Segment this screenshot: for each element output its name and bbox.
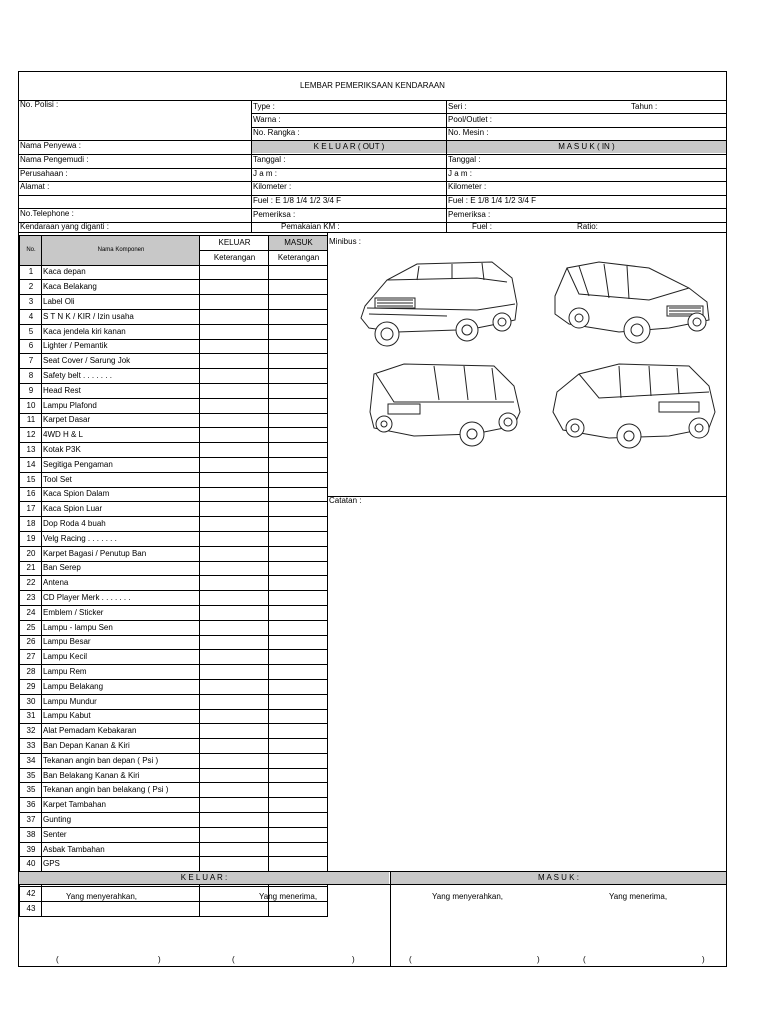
perusahaan-label: Perusahaan :: [20, 169, 68, 178]
component-no: 32: [20, 724, 42, 739]
pool-outlet-label: Pool/Outlet :: [448, 115, 493, 124]
component-row: [20, 546, 328, 561]
masuk-keterangan-cell[interactable]: [269, 753, 328, 768]
masuk-keterangan-cell[interactable]: [269, 813, 328, 828]
component-row: [20, 561, 328, 576]
component-row: [20, 457, 328, 472]
component-no: 10: [20, 398, 42, 413]
component-row: [20, 813, 328, 828]
nama-penyewa-label: Nama Penyewa :: [20, 141, 81, 150]
minibus-label: Minibus :: [329, 237, 362, 246]
keluar-keterangan-cell[interactable]: [200, 531, 269, 546]
in-fuel-label: Fuel : E 1/8 1/4 1/2 3/4 F: [448, 196, 537, 205]
component-no: 17: [20, 502, 42, 517]
pemakaian-km-label: Pemakaian KM :: [281, 222, 340, 231]
masuk-keterangan-cell[interactable]: [269, 517, 328, 532]
component-no: 8: [20, 369, 42, 384]
keluar-keterangan-cell[interactable]: [200, 827, 269, 842]
component-no: 6: [20, 339, 42, 354]
component-row: [20, 827, 328, 842]
component-name: Head Rest: [42, 383, 200, 398]
component-name: Kaca jendela kiri kanan: [42, 324, 200, 339]
component-name: Kaca Spion Dalam: [42, 487, 200, 502]
out-tanggal-label: Tanggal :: [253, 155, 286, 164]
component-no: 1: [20, 265, 42, 280]
component-row: [20, 339, 328, 354]
masuk-keterangan-cell[interactable]: [269, 413, 328, 428]
masuk-keterangan-cell[interactable]: [269, 265, 328, 280]
masuk-keterangan-cell[interactable]: [269, 561, 328, 576]
component-row: [20, 576, 328, 591]
component-name: Asbak Tambahan: [42, 842, 200, 857]
component-no: 27: [20, 650, 42, 665]
paren-close-4: ): [702, 955, 705, 964]
component-row: [20, 502, 328, 517]
component-no: 4: [20, 309, 42, 324]
component-no: 28: [20, 665, 42, 680]
component-row: [20, 739, 328, 754]
type-label: Type :: [253, 102, 275, 111]
component-no: 25: [20, 620, 42, 635]
masuk-keterangan-cell[interactable]: [269, 709, 328, 724]
component-row: [20, 650, 328, 665]
component-name: Lampu Plafond: [42, 398, 200, 413]
component-name: Kaca Belakang: [42, 280, 200, 295]
in-tanggal-label: Tanggal :: [448, 155, 481, 164]
keluar-keterangan-cell[interactable]: [200, 901, 269, 916]
component-no: 11: [20, 413, 42, 428]
keluar-keterangan-cell[interactable]: [200, 813, 269, 828]
keluar-yang-menyerahkan: Yang menyerahkan,: [66, 892, 138, 901]
keluar-keterangan-cell[interactable]: [200, 679, 269, 694]
component-no: 31: [20, 709, 42, 724]
component-row: [20, 635, 328, 650]
col-keterangan-keluar-header: Keterangan: [200, 250, 269, 265]
keluar-keterangan-cell[interactable]: [200, 739, 269, 754]
component-row: [20, 354, 328, 369]
masuk-keterangan-cell[interactable]: [269, 635, 328, 650]
col-keluar-header: KELUAR: [200, 236, 269, 251]
masuk-keterangan-cell[interactable]: [269, 457, 328, 472]
component-row: [20, 531, 328, 546]
component-name: Label Oli: [42, 295, 200, 310]
keluar-keterangan-cell[interactable]: [200, 798, 269, 813]
alamat-label: Alamat :: [20, 182, 50, 191]
component-no: 26: [20, 635, 42, 650]
component-no: 14: [20, 457, 42, 472]
keluar-keterangan-cell[interactable]: [200, 783, 269, 798]
component-no: 18: [20, 517, 42, 532]
component-name: Tekanan angin ban depan ( Psi ): [42, 753, 200, 768]
component-row: [20, 694, 328, 709]
component-name: Karpet Bagasi / Penutup Ban: [42, 546, 200, 561]
masuk-keterangan-cell[interactable]: [269, 280, 328, 295]
ratio-label: Ratio:: [577, 222, 598, 231]
in-pemeriksa-label: Pemeriksa :: [448, 210, 491, 219]
component-no: 29: [20, 679, 42, 694]
paren-open-3: (: [409, 955, 412, 964]
masuk-keterangan-cell[interactable]: [269, 724, 328, 739]
keluar-keterangan-cell[interactable]: [200, 857, 269, 872]
component-row: [20, 591, 328, 606]
component-no: 9: [20, 383, 42, 398]
masuk-signature-title: M A S U K :: [538, 873, 579, 882]
paren-open-2: (: [232, 955, 235, 964]
masuk-keterangan-cell[interactable]: [269, 827, 328, 842]
masuk-keterangan-cell[interactable]: [269, 591, 328, 606]
component-row: [20, 620, 328, 635]
component-name: Dop Roda 4 buah: [42, 517, 200, 532]
masuk-keterangan-cell[interactable]: [269, 739, 328, 754]
component-no: 24: [20, 605, 42, 620]
col-keterangan-masuk-header: Keterangan: [269, 250, 328, 265]
component-no: 21: [20, 561, 42, 576]
masuk-keterangan-cell[interactable]: [269, 309, 328, 324]
out-kilometer-label: Kilometer :: [253, 182, 292, 191]
masuk-keterangan-cell[interactable]: [269, 502, 328, 517]
masuk-keterangan-cell[interactable]: [269, 443, 328, 458]
catatan-label: Catatan :: [329, 496, 362, 505]
keluar-keterangan-cell[interactable]: [200, 502, 269, 517]
component-row: [20, 753, 328, 768]
component-no: 5: [20, 324, 42, 339]
component-row: [20, 324, 328, 339]
keluar-keterangan-cell[interactable]: [200, 369, 269, 384]
component-name: 4WD H & L: [42, 428, 200, 443]
component-no: 42: [20, 887, 42, 902]
component-row: [20, 605, 328, 620]
keluar-keterangan-cell[interactable]: [200, 487, 269, 502]
keluar-keterangan-cell[interactable]: [200, 280, 269, 295]
masuk-keterangan-cell[interactable]: [269, 694, 328, 709]
paren-close-1: ): [158, 955, 161, 964]
masuk-keterangan-cell[interactable]: [269, 383, 328, 398]
masuk-keterangan-cell[interactable]: [269, 768, 328, 783]
component-row: [20, 280, 328, 295]
masuk-keterangan-cell[interactable]: [269, 679, 328, 694]
component-name: Safety belt . . . . . . .: [42, 369, 200, 384]
keluar-keterangan-cell[interactable]: [200, 605, 269, 620]
out-section-title: K E L U A R ( OUT ): [313, 142, 385, 151]
component-row: [20, 309, 328, 324]
car-front-right-icon: [549, 362, 719, 452]
in-kilometer-label: Kilometer :: [448, 182, 487, 191]
no-rangka-label: No. Rangka :: [253, 128, 300, 137]
keluar-keterangan-cell[interactable]: [200, 694, 269, 709]
keluar-keterangan-cell[interactable]: [200, 265, 269, 280]
keluar-yang-menerima: Yang menerima,: [259, 892, 318, 901]
paren-open-4: (: [583, 955, 586, 964]
car-front-left-icon: [357, 258, 522, 353]
car-rear-left-icon: [549, 258, 714, 353]
keluar-keterangan-cell[interactable]: [200, 383, 269, 398]
component-name: Kaca Spion Luar: [42, 502, 200, 517]
component-no: 2: [20, 280, 42, 295]
keluar-keterangan-cell[interactable]: [200, 709, 269, 724]
component-no: 20: [20, 546, 42, 561]
component-row: [20, 842, 328, 857]
component-name: Lampu Kecil: [42, 650, 200, 665]
component-row: [20, 472, 328, 487]
keluar-keterangan-cell[interactable]: [200, 665, 269, 680]
component-name: Lampu Besar: [42, 635, 200, 650]
keluar-keterangan-cell[interactable]: [200, 546, 269, 561]
component-row: [20, 487, 328, 502]
masuk-keterangan-cell[interactable]: [269, 857, 328, 872]
keluar-keterangan-cell[interactable]: [200, 517, 269, 532]
keluar-keterangan-cell[interactable]: [200, 309, 269, 324]
component-no: 30: [20, 694, 42, 709]
component-no: 35: [20, 768, 42, 783]
masuk-keterangan-cell[interactable]: [269, 324, 328, 339]
keluar-keterangan-cell[interactable]: [200, 561, 269, 576]
components-table: [19, 235, 328, 917]
component-row: [20, 265, 328, 280]
component-row: [20, 709, 328, 724]
keluar-keterangan-cell[interactable]: [200, 635, 269, 650]
masuk-keterangan-cell[interactable]: [269, 842, 328, 857]
component-no: 16: [20, 487, 42, 502]
nama-pengemudi-label: Nama Pengemudi :: [20, 155, 89, 164]
fuel-bottom-label: Fuel :: [472, 222, 493, 231]
component-name: Karpet Tambahan: [42, 798, 200, 813]
component-row: [20, 383, 328, 398]
component-no: 15: [20, 472, 42, 487]
masuk-keterangan-cell[interactable]: [269, 576, 328, 591]
component-row: [20, 724, 328, 739]
masuk-keterangan-cell[interactable]: [269, 783, 328, 798]
masuk-yang-menerima: Yang menerima,: [609, 892, 668, 901]
component-name: Kotak P3K: [42, 443, 200, 458]
keluar-keterangan-cell[interactable]: [200, 354, 269, 369]
component-name: GPS: [42, 857, 200, 872]
component-name: Kaca depan: [42, 265, 200, 280]
component-no: 12: [20, 428, 42, 443]
component-no: 43: [20, 901, 42, 916]
component-no: 22: [20, 576, 42, 591]
masuk-keterangan-cell[interactable]: [269, 901, 328, 916]
component-no: 38: [20, 827, 42, 842]
no-polisi-label: No. Polisi :: [20, 100, 59, 109]
component-row: [20, 517, 328, 532]
keluar-keterangan-cell[interactable]: [200, 724, 269, 739]
component-row: [20, 768, 328, 783]
paren-open-1: (: [56, 955, 59, 964]
component-name: Ban Serep: [42, 561, 200, 576]
component-no: 7: [20, 354, 42, 369]
masuk-keterangan-cell[interactable]: [269, 665, 328, 680]
component-no: 23: [20, 591, 42, 606]
kendaraan-diganti-label: Kendaraan yang diganti :: [20, 222, 109, 231]
masuk-keterangan-cell[interactable]: [269, 605, 328, 620]
tahun-label: Tahun :: [631, 102, 658, 111]
component-row: [20, 901, 328, 916]
keluar-keterangan-cell[interactable]: [200, 398, 269, 413]
component-name: Tool Set: [42, 472, 200, 487]
component-row: [20, 443, 328, 458]
col-masuk-header: MASUK: [269, 236, 328, 251]
masuk-keterangan-cell[interactable]: [269, 295, 328, 310]
masuk-keterangan-cell[interactable]: [269, 354, 328, 369]
keluar-keterangan-cell[interactable]: [200, 428, 269, 443]
component-row: [20, 679, 328, 694]
masuk-keterangan-cell[interactable]: [269, 546, 328, 561]
component-no: 34: [20, 753, 42, 768]
keluar-keterangan-cell[interactable]: [200, 443, 269, 458]
paren-close-3: ): [537, 955, 540, 964]
component-no: 3: [20, 295, 42, 310]
component-row: [20, 428, 328, 443]
masuk-keterangan-cell[interactable]: [269, 428, 328, 443]
component-name: Lighter / Pemantik: [42, 339, 200, 354]
masuk-keterangan-cell[interactable]: [269, 798, 328, 813]
masuk-keterangan-cell[interactable]: [269, 487, 328, 502]
masuk-keterangan-cell[interactable]: [269, 531, 328, 546]
component-row: [20, 857, 328, 872]
keluar-keterangan-cell[interactable]: [200, 650, 269, 665]
component-name: Lampu Kabut: [42, 709, 200, 724]
keluar-keterangan-cell[interactable]: [200, 753, 269, 768]
component-name: Senter: [42, 827, 200, 842]
component-name: Segitiga Pengaman: [42, 457, 200, 472]
out-pemeriksa-label: Pemeriksa :: [253, 210, 296, 219]
component-row: [20, 665, 328, 680]
component-no: 37: [20, 813, 42, 828]
component-row: [20, 369, 328, 384]
keluar-keterangan-cell[interactable]: [200, 339, 269, 354]
component-no: 13: [20, 443, 42, 458]
keluar-keterangan-cell[interactable]: [200, 472, 269, 487]
keluar-keterangan-cell[interactable]: [200, 591, 269, 606]
masuk-keterangan-cell[interactable]: [269, 650, 328, 665]
component-row: [20, 295, 328, 310]
car-rear-right-icon: [364, 362, 524, 452]
component-no: 35: [20, 783, 42, 798]
component-row: [20, 413, 328, 428]
masuk-yang-menyerahkan: Yang menyerahkan,: [432, 892, 504, 901]
component-row: [20, 398, 328, 413]
component-name: Velg Racing . . . . . . .: [42, 531, 200, 546]
component-name: Seat Cover / Sarung Jok: [42, 354, 200, 369]
masuk-keterangan-cell[interactable]: [269, 339, 328, 354]
component-name: S T N K / KIR / Izin usaha: [42, 309, 200, 324]
component-no: 33: [20, 739, 42, 754]
component-name: Ban Depan Kanan & Kiri: [42, 739, 200, 754]
component-name: Alat Pemadam Kebakaran: [42, 724, 200, 739]
no-telephone-label: No.Telephone :: [20, 209, 74, 218]
keluar-keterangan-cell[interactable]: [200, 842, 269, 857]
keluar-signature-title: K E L U A R :: [180, 873, 228, 882]
component-name: Karpet Dasar: [42, 413, 200, 428]
component-name: Gunting: [42, 813, 200, 828]
component-name: Emblem / Sticker: [42, 605, 200, 620]
col-no-header: No.: [20, 236, 42, 266]
component-no: 36: [20, 798, 42, 813]
keluar-keterangan-cell[interactable]: [200, 768, 269, 783]
keluar-keterangan-cell[interactable]: [200, 576, 269, 591]
masuk-keterangan-cell[interactable]: [269, 620, 328, 635]
keluar-keterangan-cell[interactable]: [200, 324, 269, 339]
no-mesin-label: No. Mesin :: [448, 128, 489, 137]
form-title: LEMBAR PEMERIKSAAN KENDARAAN: [300, 81, 445, 90]
out-jam-label: J a m :: [253, 169, 278, 178]
keluar-keterangan-cell[interactable]: [200, 295, 269, 310]
component-name: Lampu Rem: [42, 665, 200, 680]
warna-label: Warna :: [253, 115, 281, 124]
component-name: Lampu - lampu Sen: [42, 620, 200, 635]
out-fuel-label: Fuel : E 1/8 1/4 1/2 3/4 F: [253, 196, 342, 205]
component-no: 40: [20, 857, 42, 872]
component-name: Antena: [42, 576, 200, 591]
masuk-keterangan-cell[interactable]: [269, 369, 328, 384]
keluar-keterangan-cell[interactable]: [200, 457, 269, 472]
keluar-keterangan-cell[interactable]: [200, 413, 269, 428]
component-name: [42, 901, 200, 916]
in-jam-label: J a m :: [448, 169, 473, 178]
component-name: CD Player Merk . . . . . . .: [42, 591, 200, 606]
keluar-keterangan-cell[interactable]: [200, 620, 269, 635]
vehicle-inspection-form: [18, 71, 727, 967]
component-no: 19: [20, 531, 42, 546]
masuk-keterangan-cell[interactable]: [269, 472, 328, 487]
component-name: Ban Belakang Kanan & Kiri: [42, 768, 200, 783]
component-name: Lampu Mundur: [42, 694, 200, 709]
component-name: Lampu Belakang: [42, 679, 200, 694]
masuk-keterangan-cell[interactable]: [269, 398, 328, 413]
component-no: 39: [20, 842, 42, 857]
component-name: Tekanan angin ban belakang ( Psi ): [42, 783, 200, 798]
seri-label: Seri :: [448, 102, 467, 111]
component-row: [20, 783, 328, 798]
paren-close-2: ): [352, 955, 355, 964]
component-row: [20, 798, 328, 813]
col-name-header: Nama Komponen: [42, 236, 200, 266]
in-section-title: M A S U K ( IN ): [558, 142, 615, 151]
